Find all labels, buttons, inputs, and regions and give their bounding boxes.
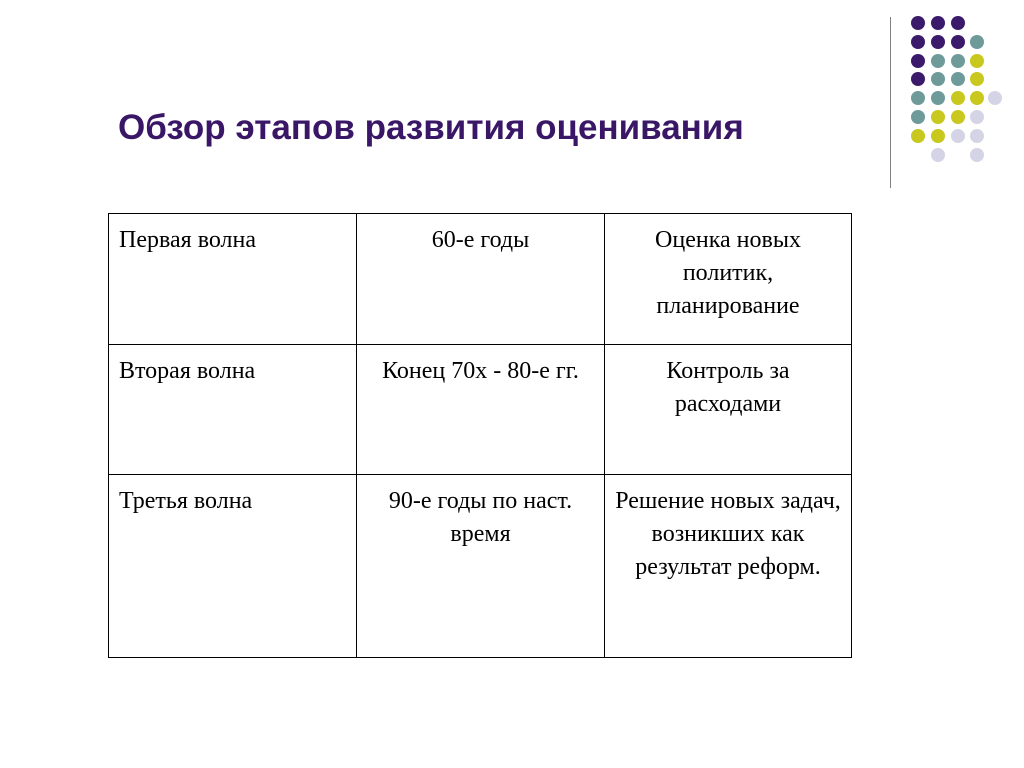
decorative-dot — [931, 72, 945, 86]
period-cell — [357, 345, 605, 475]
wave-cell — [109, 214, 357, 345]
decorative-dot — [911, 35, 925, 49]
focus-text: Оценка новых политик, планирование — [655, 227, 801, 319]
focus-text: Контроль за расходами — [666, 358, 790, 417]
decorative-dot — [970, 148, 984, 162]
decorative-dot — [911, 16, 925, 30]
decorative-dot — [931, 110, 945, 124]
decorative-dot — [951, 16, 965, 30]
wave-text: Первая волна — [119, 227, 257, 253]
decorative-dot — [911, 91, 925, 105]
decorative-dot — [951, 91, 965, 105]
decorative-dot — [911, 72, 925, 86]
decorative-dot — [951, 129, 965, 143]
decorative-dot — [931, 148, 945, 162]
decorative-dot — [951, 54, 965, 68]
period-text: 90-е годы по наст. время — [388, 488, 573, 547]
table-row — [109, 475, 852, 658]
decorative-dot — [931, 129, 945, 143]
table-row — [109, 214, 852, 345]
vertical-divider — [890, 17, 891, 188]
decorative-dot — [970, 54, 984, 68]
wave-cell — [109, 345, 357, 475]
decorative-dot — [911, 110, 925, 124]
table-row — [109, 345, 852, 475]
wave-text: Третья волна — [119, 488, 253, 514]
decorative-dot — [911, 54, 925, 68]
decorative-dot — [951, 110, 965, 124]
decorative-dot — [970, 35, 984, 49]
decorative-dot — [988, 91, 1002, 105]
decorative-dot — [931, 35, 945, 49]
evaluation-stages-table — [108, 213, 852, 658]
decorative-dot-grid — [0, 0, 1024, 200]
decorative-dot — [970, 91, 984, 105]
period-cell — [357, 475, 605, 658]
wave-cell — [109, 475, 357, 658]
focus-cell — [605, 475, 852, 658]
decorative-dot — [970, 129, 984, 143]
decorative-dot — [911, 129, 925, 143]
period-text: Конец 70х - 80-е гг. — [382, 358, 579, 384]
slide-title: Обзор этапов развития оценивания — [118, 108, 744, 147]
period-cell — [357, 214, 605, 345]
period-text: 60-е годы — [431, 227, 530, 253]
decorative-dot — [951, 35, 965, 49]
decorative-dot — [970, 110, 984, 124]
decorative-dot — [931, 54, 945, 68]
focus-cell — [605, 214, 852, 345]
focus-cell — [605, 345, 852, 475]
decorative-dot — [970, 72, 984, 86]
focus-text: Решение новых задач, возникших как результат реформ. — [615, 488, 841, 580]
decorative-dot — [931, 91, 945, 105]
decorative-dot — [951, 72, 965, 86]
decorative-dot — [931, 16, 945, 30]
wave-text: Вторая волна — [119, 358, 256, 384]
